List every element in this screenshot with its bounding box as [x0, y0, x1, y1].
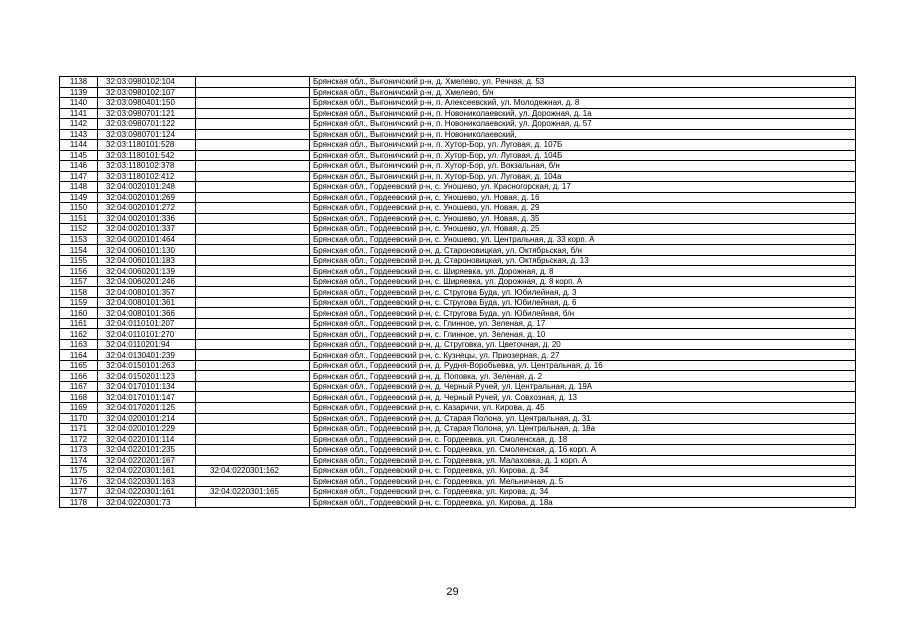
table-row: [60, 350, 856, 361]
cadastral-number-cell: 32:03:0980401:150: [98, 98, 196, 109]
related-cadastral-number-cell: [196, 402, 310, 413]
cadastral-number-cell: 32:04:0020101:272: [98, 203, 196, 214]
cadastral-number-cell: 32:03:0980701:121: [98, 108, 196, 119]
row-number-cell: 1174: [60, 455, 98, 466]
related-cadastral-number-cell: [196, 192, 310, 203]
table-row: [60, 402, 856, 413]
address-cell: Брянская обл., Гордеевский р-н, с. Стругова Буда, ул. Юбилейная, б/н: [310, 308, 856, 319]
row-number-cell: 1161: [60, 318, 98, 329]
row-number-cell: 1152: [60, 224, 98, 235]
related-cadastral-number-cell: [196, 476, 310, 487]
table-row: [60, 476, 856, 487]
table-row: [60, 445, 856, 456]
table-row: [60, 381, 856, 392]
related-cadastral-number-cell: [196, 255, 310, 266]
row-number-cell: 1170: [60, 413, 98, 424]
table-row: [60, 192, 856, 203]
related-cadastral-number-cell: [196, 108, 310, 119]
address-cell: Брянская обл., Гордеевский р-н, с. Гордеевка, ул. Малаховка, д. 1 корп. А: [310, 455, 856, 466]
cadastral-number-cell: 32:04:0080101:361: [98, 297, 196, 308]
table-row: [60, 171, 856, 182]
table-row: [60, 434, 856, 445]
cadastral-number-cell: 32:04:0220101:235: [98, 445, 196, 456]
table-row: [60, 424, 856, 435]
cadastral-number-cell: 32:04:0170101:134: [98, 381, 196, 392]
row-number-cell: 1159: [60, 297, 98, 308]
row-number-cell: 1141: [60, 108, 98, 119]
table-row: [60, 339, 856, 350]
cadastral-number-cell: 32:03:1180101:542: [98, 150, 196, 161]
related-cadastral-number-cell: [196, 234, 310, 245]
table-row: [60, 308, 856, 319]
address-cell: Брянская обл., Гордеевский р-н, с. Уношево, ул. Новая, д. 35: [310, 213, 856, 224]
row-number-cell: 1139: [60, 87, 98, 98]
row-number-cell: 1169: [60, 402, 98, 413]
related-cadastral-number-cell: [196, 318, 310, 329]
address-cell: Брянская обл., Гордеевский р-н, д. Струговка, ул. Цветочная, д. 20: [310, 339, 856, 350]
related-cadastral-number-cell: [196, 245, 310, 256]
related-cadastral-number-cell: [196, 287, 310, 298]
cadastral-number-cell: 32:04:0150201:123: [98, 371, 196, 382]
address-cell: Брянская обл., Гордеевский р-н, с. Уношево, ул. Центральная, д. 33 корп. А: [310, 234, 856, 245]
row-number-cell: 1153: [60, 234, 98, 245]
row-number-cell: 1171: [60, 424, 98, 435]
row-number-cell: 1162: [60, 329, 98, 340]
table-row: [60, 287, 856, 298]
table-row: [60, 297, 856, 308]
row-number-cell: 1140: [60, 98, 98, 109]
related-cadastral-number-cell: [196, 161, 310, 172]
table-row: [60, 213, 856, 224]
address-cell: Брянская обл., Гордеевский р-н, с. Стругова Буда, ул. Юбилейная, д. 3: [310, 287, 856, 298]
related-cadastral-number-cell: [196, 329, 310, 340]
table-row: [60, 129, 856, 140]
address-cell: Брянская обл., Гордеевский р-н, с. Гордеевка, ул. Кирова, д. 18а: [310, 497, 856, 508]
row-number-cell: 1176: [60, 476, 98, 487]
row-number-cell: 1164: [60, 350, 98, 361]
related-cadastral-number-cell: [196, 98, 310, 109]
page-number: 29: [446, 586, 459, 598]
cadastral-number-cell: 32:04:0170201:125: [98, 402, 196, 413]
related-cadastral-number-cell: [196, 392, 310, 403]
related-cadastral-number-cell: [196, 297, 310, 308]
related-cadastral-number-cell: [196, 182, 310, 193]
table-row: [60, 98, 856, 109]
address-cell: Брянская обл., Выгоничский р-н, п. Хутор-Бор, ул. Луговая, д. 104а: [310, 171, 856, 182]
related-cadastral-number-cell: [196, 424, 310, 435]
address-cell: Брянская обл., Гордеевский р-н, с. Уношево, ул. Новая, д. 29: [310, 203, 856, 214]
property-table: [59, 76, 856, 508]
related-cadastral-number-cell: [196, 497, 310, 508]
row-number-cell: 1175: [60, 466, 98, 477]
table-row: [60, 234, 856, 245]
address-cell: Брянская обл., Гордеевский р-н, с. Ширяевка, ул. Дорожная, д. 8 корп. А: [310, 276, 856, 287]
row-number-cell: 1167: [60, 381, 98, 392]
table-row: [60, 318, 856, 329]
related-cadastral-number-cell: [196, 339, 310, 350]
cadastral-number-cell: 32:04:0060201:139: [98, 266, 196, 277]
cadastral-number-cell: 32:04:0020101:337: [98, 224, 196, 235]
row-number-cell: 1148: [60, 182, 98, 193]
address-cell: Брянская обл., Выгоничский р-н, п. Новониколаевский, ул. Дорожная, д. 1а: [310, 108, 856, 119]
row-number-cell: 1177: [60, 487, 98, 498]
row-number-cell: 1156: [60, 266, 98, 277]
cadastral-number-cell: 32:03:0980701:124: [98, 129, 196, 140]
cadastral-number-cell: 32:04:0150101:263: [98, 360, 196, 371]
related-cadastral-number-cell: [196, 276, 310, 287]
related-cadastral-number-cell: [196, 150, 310, 161]
row-number-cell: 1154: [60, 245, 98, 256]
cadastral-number-cell: 32:04:0200101:229: [98, 424, 196, 435]
address-cell: Брянская обл., Гордеевский р-н, с. Глинное, ул. Зеленая, д. 17: [310, 318, 856, 329]
cadastral-number-cell: 32:04:0020101:336: [98, 213, 196, 224]
table-row: [60, 255, 856, 266]
address-cell: Брянская обл., Выгоничский р-н, д. Хмелево, б/н: [310, 87, 856, 98]
address-cell: Брянская обл., Гордеевский р-н, с. Казаричи, ул. Кирова, д. 45: [310, 402, 856, 413]
row-number-cell: 1178: [60, 497, 98, 508]
row-number-cell: 1144: [60, 140, 98, 151]
table-row: [60, 182, 856, 193]
row-number-cell: 1165: [60, 360, 98, 371]
cadastral-number-cell: 32:03:1180101:528: [98, 140, 196, 151]
row-number-cell: 1168: [60, 392, 98, 403]
cadastral-number-cell: 32:04:0220301:161: [98, 487, 196, 498]
address-cell: Брянская обл., Гордеевский р-н, д. Черный Ручей, ул. Центральная, д. 19А: [310, 381, 856, 392]
address-cell: Брянская обл., Гордеевский р-н, д. Рудня-Воробьевка, ул. Центральная, д. 16: [310, 360, 856, 371]
row-number-cell: 1151: [60, 213, 98, 224]
address-cell: Брянская обл., Гордеевский р-н, с. Гордеевка, ул. Смоленская, д. 16 корп. А: [310, 445, 856, 456]
table-row: [60, 392, 856, 403]
cadastral-number-cell: 32:04:0130401:239: [98, 350, 196, 361]
address-cell: Брянская обл., Гордеевский р-н, д. Старая Полона, ул. Центральная, д. 31: [310, 413, 856, 424]
cadastral-number-cell: 32:04:0020101:248: [98, 182, 196, 193]
related-cadastral-number-cell: [196, 140, 310, 151]
address-cell: Брянская обл., Гордеевский р-н, с. Гордеевка, ул. Мельничная, д. 5: [310, 476, 856, 487]
row-number-cell: 1155: [60, 255, 98, 266]
related-cadastral-number-cell: [196, 119, 310, 130]
table-row: [60, 276, 856, 287]
row-number-cell: 1147: [60, 171, 98, 182]
related-cadastral-number-cell: [196, 308, 310, 319]
related-cadastral-number-cell: [196, 360, 310, 371]
table-row: [60, 413, 856, 424]
address-cell: Брянская обл., Выгоничский р-н, п. Хутор-Бор, ул. Луговая, д. 107Б: [310, 140, 856, 151]
table-row: [60, 150, 856, 161]
address-cell: Брянская обл., Гордеевский р-н, с. Уношево, ул. Новая, д. 16: [310, 192, 856, 203]
address-cell: Брянская обл., Гордеевский р-н, с. Ширяевка, ул. Дорожная, д. 8: [310, 266, 856, 277]
cadastral-number-cell: 32:04:0170101:147: [98, 392, 196, 403]
row-number-cell: 1149: [60, 192, 98, 203]
related-cadastral-number-cell: 32:04:0220301:162: [196, 466, 310, 477]
table-row: [60, 329, 856, 340]
cadastral-number-cell: 32:04:0110101:270: [98, 329, 196, 340]
address-cell: Брянская обл., Выгоничский р-н, п. Алексеевский, ул. Молодежная, д. 8: [310, 98, 856, 109]
cadastral-number-cell: 32:04:0110201:94: [98, 339, 196, 350]
address-cell: Брянская обл., Гордеевский р-н, д. Старая Полона, ул. Центральная, д. 18а: [310, 424, 856, 435]
cadastral-number-cell: 32:03:0980102:107: [98, 87, 196, 98]
table-row: [60, 371, 856, 382]
cadastral-number-cell: 32:04:0220301:73: [98, 497, 196, 508]
row-number-cell: 1172: [60, 434, 98, 445]
table-row: [60, 466, 856, 477]
cadastral-number-cell: 32:04:0220301:163: [98, 476, 196, 487]
table-row: [60, 360, 856, 371]
cadastral-number-cell: 32:04:0200101:214: [98, 413, 196, 424]
row-number-cell: 1138: [60, 77, 98, 88]
related-cadastral-number-cell: [196, 381, 310, 392]
cadastral-number-cell: 32:04:0220301:161: [98, 466, 196, 477]
related-cadastral-number-cell: [196, 413, 310, 424]
row-number-cell: 1173: [60, 445, 98, 456]
cadastral-number-cell: 32:04:0220201:167: [98, 455, 196, 466]
table-row: [60, 108, 856, 119]
address-cell: Брянская обл., Гордеевский р-н, с. Гордеевка, ул. Кирова, д. 34: [310, 487, 856, 498]
related-cadastral-number-cell: [196, 371, 310, 382]
row-number-cell: 1145: [60, 150, 98, 161]
cadastral-number-cell: 32:03:0980701:122: [98, 119, 196, 130]
related-cadastral-number-cell: [196, 87, 310, 98]
related-cadastral-number-cell: [196, 77, 310, 88]
address-cell: Брянская обл., Выгоничский р-н, п. Новониколаевский,: [310, 129, 856, 140]
related-cadastral-number-cell: [196, 224, 310, 235]
address-cell: Брянская обл., Гордеевский р-н, с. Уношево, ул. Новая, д. 25: [310, 224, 856, 235]
address-cell: Брянская обл., Гордеевский р-н, с. Гордеевка, ул. Смоленская, д. 18: [310, 434, 856, 445]
cadastral-number-cell: 32:04:0020101:269: [98, 192, 196, 203]
address-cell: Брянская обл., Гордеевский р-н, с. Гордеевка, ул. Кирова, д. 34: [310, 466, 856, 477]
related-cadastral-number-cell: [196, 445, 310, 456]
row-number-cell: 1166: [60, 371, 98, 382]
address-cell: Брянская обл., Гордеевский р-н, с. Глинное, ул. Зеленая, д. 10: [310, 329, 856, 340]
address-cell: Брянская обл., Гордеевский р-н, с. Стругова Буда, ул. Юбилейная, д. 6: [310, 297, 856, 308]
related-cadastral-number-cell: [196, 266, 310, 277]
cadastral-number-cell: 32:04:0060201:246: [98, 276, 196, 287]
address-cell: Брянская обл., Гордеевский р-н, д. Староновицкая, ул. Октябрьская, д. 13: [310, 255, 856, 266]
row-number-cell: 1142: [60, 119, 98, 130]
table-row: [60, 245, 856, 256]
address-cell: Брянская обл., Гордеевский р-н, д. Поповка, ул. Зеленая, д. 2: [310, 371, 856, 382]
cadastral-number-cell: 32:04:0220101:114: [98, 434, 196, 445]
address-cell: Брянская обл., Выгоничский р-н, п. Новониколаевский, ул. Дорожная, д. 57: [310, 119, 856, 130]
table-row: [60, 487, 856, 498]
cadastral-number-cell: 32:03:0980102:104: [98, 77, 196, 88]
related-cadastral-number-cell: [196, 434, 310, 445]
row-number-cell: 1163: [60, 339, 98, 350]
table-row: [60, 455, 856, 466]
cadastral-number-cell: 32:04:0110101:207: [98, 318, 196, 329]
related-cadastral-number-cell: [196, 129, 310, 140]
cadastral-number-cell: 32:04:0060101:130: [98, 245, 196, 256]
table-row: [60, 140, 856, 151]
table-row: [60, 87, 856, 98]
related-cadastral-number-cell: 32:04:0220301:165: [196, 487, 310, 498]
cadastral-number-cell: 32:04:0060101:183: [98, 255, 196, 266]
address-cell: Брянская обл., Гордеевский р-н, с. Кузнецы, ул. Приозерная, д. 27: [310, 350, 856, 361]
address-cell: Брянская обл., Выгоничский р-н, п. Хутор-Бор, ул. Вокзальная, б/н: [310, 161, 856, 172]
address-cell: Брянская обл., Выгоничский р-н, д. Хмелево, ул. Речная, д. 53: [310, 77, 856, 88]
row-number-cell: 1146: [60, 161, 98, 172]
cadastral-number-cell: 32:04:0080101:366: [98, 308, 196, 319]
table-row: [60, 497, 856, 508]
related-cadastral-number-cell: [196, 213, 310, 224]
address-cell: Брянская обл., Гордеевский р-н, д. Староновицкая, ул. Октябрьская, б/н: [310, 245, 856, 256]
cadastral-number-cell: 32:04:0020101:464: [98, 234, 196, 245]
cadastral-number-cell: 32:03:1180102:378: [98, 161, 196, 172]
cadastral-number-cell: 32:03:1180102:412: [98, 171, 196, 182]
table-row: [60, 203, 856, 214]
related-cadastral-number-cell: [196, 171, 310, 182]
row-number-cell: 1160: [60, 308, 98, 319]
address-cell: Брянская обл., Выгоничский р-н, п. Хутор-Бор, ул. Луговая, д. 104Б: [310, 150, 856, 161]
table-row: [60, 119, 856, 130]
table-row: [60, 224, 856, 235]
row-number-cell: 1157: [60, 276, 98, 287]
row-number-cell: 1150: [60, 203, 98, 214]
table-body: [60, 77, 856, 508]
cadastral-number-cell: 32:04:0080101:357: [98, 287, 196, 298]
row-number-cell: 1158: [60, 287, 98, 298]
row-number-cell: 1143: [60, 129, 98, 140]
table-row: [60, 266, 856, 277]
related-cadastral-number-cell: [196, 350, 310, 361]
table-row: [60, 77, 856, 88]
address-cell: Брянская обл., Гордеевский р-н, с. Уношево, ул. Красногорская, д. 17: [310, 182, 856, 193]
related-cadastral-number-cell: [196, 455, 310, 466]
related-cadastral-number-cell: [196, 203, 310, 214]
address-cell: Брянская обл., Гордеевский р-н, д. Черный Ручей, ул. Совхозная, д. 13: [310, 392, 856, 403]
table-row: [60, 161, 856, 172]
